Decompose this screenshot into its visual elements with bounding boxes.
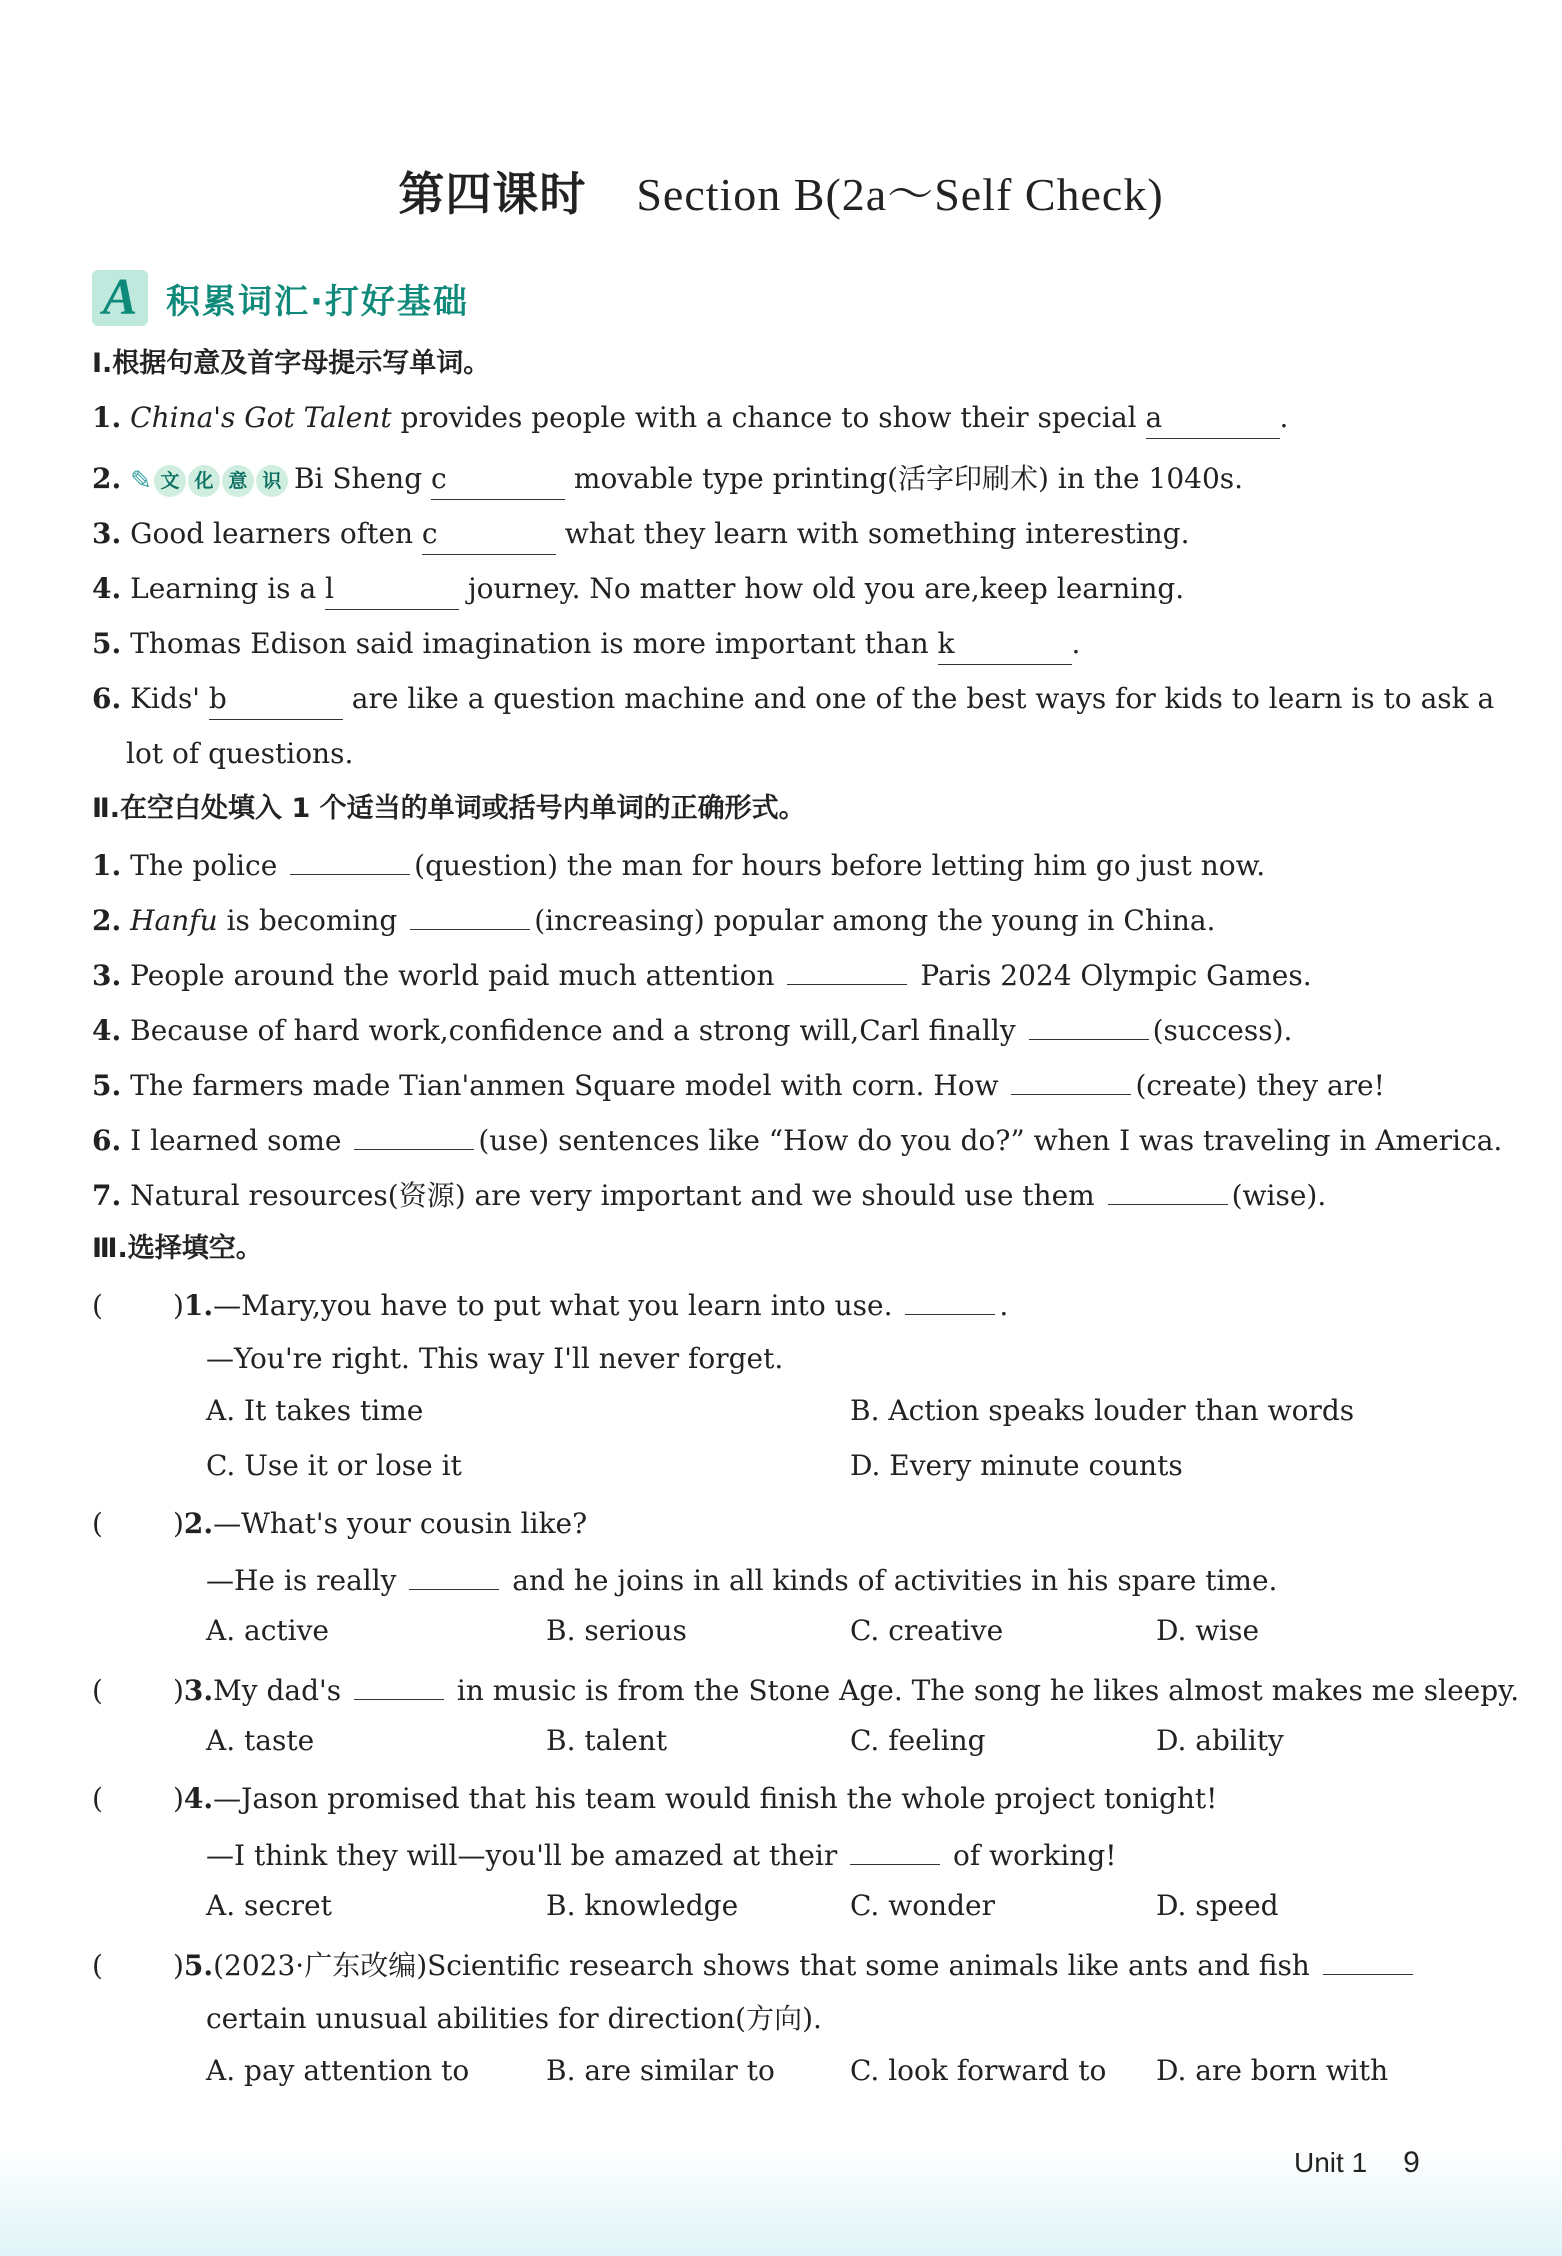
option-b[interactable]: B. Action speaks louder than words <box>850 1394 1355 1427</box>
part3-question-5-continued: certain unusual abilities for direction(方向). <box>206 2002 822 2035</box>
answer-blank[interactable] <box>905 1284 995 1315</box>
initial-letter: k <box>937 627 955 660</box>
item-number: 4. <box>92 572 122 605</box>
answer-paren-open: ( <box>92 1289 103 1322</box>
option-b[interactable]: B. talent <box>546 1724 668 1757</box>
initial-letter: c <box>421 517 438 550</box>
item-number: 2. <box>183 1507 214 1540</box>
answer-paren-close: ) <box>172 1674 184 1707</box>
item-number: 6. <box>92 1124 122 1157</box>
section-a-title: 积累词汇·打好基础 <box>166 281 469 322</box>
part2-item-6 <box>92 1119 1502 1161</box>
option-c[interactable]: C. Use it or lose it <box>206 1449 462 1482</box>
page-number: 9 <box>1403 2146 1420 2179</box>
answer-paren-close: ) <box>172 1289 184 1322</box>
option-b[interactable]: B. serious <box>546 1614 687 1647</box>
answer-blank[interactable] <box>1146 398 1280 439</box>
part1-heading: Ⅰ.根据句意及首字母提示写单词。 <box>92 348 491 379</box>
part3-question-4 <box>92 1779 1217 1819</box>
item-number: 1. <box>92 849 122 882</box>
option-a[interactable]: A. taste <box>206 1724 315 1757</box>
item-number: 2. <box>92 904 122 937</box>
part2-heading: Ⅱ.在空白处填入 1 个适当的单词或括号内单词的正确形式。 <box>92 793 806 824</box>
section-a-letter: A <box>92 270 148 326</box>
option-c[interactable]: C. wonder <box>850 1889 995 1922</box>
option-c[interactable]: C. creative <box>850 1614 1004 1647</box>
answer-blank[interactable] <box>938 624 1072 665</box>
item-number: 3. <box>92 959 122 992</box>
item-text-end: . <box>1279 401 1289 434</box>
part1-item-3 <box>92 514 1190 555</box>
question-text: (2023·广东改编)Scientific research shows that some animals like ants and fish <box>213 1949 1319 1982</box>
answer-blank[interactable] <box>409 1559 499 1590</box>
lesson-title <box>0 158 1562 224</box>
pencil-icon: ✎ <box>130 465 152 496</box>
initial-letter: l <box>325 572 335 605</box>
item-number: 1. <box>92 401 122 434</box>
initial-letter: b <box>208 682 227 715</box>
option-d[interactable]: D. Every minute counts <box>850 1449 1183 1482</box>
item-text: Because of hard work,confidence and a strong will,Carl finally <box>130 1014 1025 1047</box>
part1-item-6-continued: lot of questions. <box>126 737 354 770</box>
answer-blank[interactable] <box>354 1119 474 1150</box>
answer-blank[interactable] <box>1011 1064 1131 1095</box>
item-number: 3. <box>183 1674 214 1707</box>
option-d[interactable]: D. ability <box>1156 1724 1284 1757</box>
unit-label: Unit 1 <box>1294 2147 1368 2178</box>
badge-char: 识 <box>256 465 288 497</box>
option-a[interactable]: A. secret <box>206 1889 332 1922</box>
item-text-end: movable type printing(活字印刷术) in the 1040s. <box>565 462 1244 495</box>
item-text: Kids' <box>130 682 209 715</box>
answer-paren-close: ) <box>172 1782 184 1815</box>
item-number: 4. <box>183 1782 214 1815</box>
item-text: provides people with a chance to show their special <box>391 401 1146 434</box>
item-text-end: Paris 2024 Olympic Games. <box>911 959 1312 992</box>
lesson-title-en: Section B(2a～Self Check) <box>636 169 1164 220</box>
item-text: The police <box>130 849 287 882</box>
item-text-end: . <box>1071 627 1081 660</box>
item-text-end: (question) the man for hours before letting him go just now. <box>414 849 1266 882</box>
page-footer <box>1294 2146 1420 2180</box>
part3-question-2 <box>92 1504 587 1544</box>
item-text-end: journey. No matter how old you are,keep learning. <box>459 572 1185 605</box>
item-text: Learning is a <box>130 572 326 605</box>
question-text: —He is really <box>206 1564 406 1597</box>
question-text: —Jason promised that his team would finish the whole project tonight! <box>213 1782 1218 1815</box>
part2-item-5 <box>92 1064 1385 1106</box>
option-a[interactable]: A. pay attention to <box>206 2054 470 2087</box>
answer-blank[interactable] <box>410 899 530 930</box>
answer-blank[interactable] <box>290 844 410 875</box>
item-number: 5. <box>92 1069 122 1102</box>
option-b[interactable]: B. are similar to <box>546 2054 775 2087</box>
option-c[interactable]: C. feeling <box>850 1724 986 1757</box>
badge-char: 化 <box>188 465 220 497</box>
item-number: 4. <box>92 1014 122 1047</box>
part1-item-2 <box>92 459 1243 501</box>
part3-question-5 <box>92 1944 1417 1986</box>
item-text: Good learners often <box>130 517 422 550</box>
item-text-end: (wise). <box>1231 1179 1327 1212</box>
item-text: Thomas Edison said imagination is more important than <box>130 627 938 660</box>
question-text-end: in music is from the Stone Age. The song he likes almost makes me sleepy. <box>448 1674 1520 1707</box>
option-a[interactable]: A. It takes time <box>206 1394 424 1427</box>
item-text: People around the world paid much attention <box>130 959 784 992</box>
initial-letter: c <box>431 462 447 495</box>
item-number: 5. <box>92 627 122 660</box>
part1-item-4 <box>92 569 1184 610</box>
item-text: The farmers made Tian'anmen Square model with corn. How <box>130 1069 1008 1102</box>
answer-paren-close: ) <box>172 1949 184 1982</box>
item-number: 7. <box>92 1179 122 1212</box>
answer-blank[interactable] <box>850 1834 940 1865</box>
item-text-end: (create) they are! <box>1135 1069 1385 1102</box>
item-text-end: (use) sentences like “How do you do?” when I was traveling in America. <box>478 1124 1503 1157</box>
answer-blank[interactable] <box>422 514 556 555</box>
answer-paren-open: ( <box>92 1674 103 1707</box>
answer-paren-open: ( <box>92 1782 103 1815</box>
answer-blank[interactable] <box>1108 1174 1228 1205</box>
culture-badge <box>130 461 290 501</box>
part1-item-1 <box>92 398 1288 439</box>
answer-blank[interactable] <box>1029 1009 1149 1040</box>
part3-question-3 <box>92 1669 1519 1711</box>
item-text-end: (increasing) popular among the young in China. <box>534 904 1216 937</box>
part2-item-4 <box>92 1009 1292 1051</box>
item-text-end: are like a question machine and one of the best ways for kids to learn is to ask a <box>342 682 1495 715</box>
initial-letter: a <box>1145 401 1163 434</box>
question-text: My dad's <box>213 1674 351 1707</box>
part2-item-3 <box>92 954 1312 996</box>
item-number: 1. <box>183 1289 214 1322</box>
item-number: 5. <box>183 1949 214 1982</box>
answer-paren-open: ( <box>92 1949 103 1982</box>
option-c[interactable]: C. look forward to <box>850 2054 1107 2087</box>
item-text: Bi Sheng <box>293 462 432 495</box>
part1-item-6 <box>92 679 1494 720</box>
answer-paren-close: ) <box>172 1507 184 1540</box>
part3-question-1 <box>92 1284 1008 1326</box>
answer-blank[interactable] <box>431 459 565 500</box>
item-number: 3. <box>92 517 122 550</box>
question-text: —Mary,you have to put what you learn into use. <box>213 1289 902 1322</box>
option-d[interactable]: D. are born with <box>1156 2054 1389 2087</box>
item-text-end: (success). <box>1152 1014 1293 1047</box>
item-text: is becoming <box>217 904 407 937</box>
option-a[interactable]: A. active <box>206 1614 329 1647</box>
item-number: 6. <box>92 682 122 715</box>
option-d[interactable]: D. speed <box>1156 1889 1279 1922</box>
answer-blank[interactable] <box>209 679 343 720</box>
question-text: —I think they will—you'll be amazed at their <box>206 1839 847 1872</box>
part3-question-1-reply: —You're right. This way I'll never forget. <box>206 1342 784 1375</box>
part2-item-1 <box>92 844 1265 886</box>
item-text: I learned some <box>130 1124 351 1157</box>
option-b[interactable]: B. knowledge <box>546 1889 739 1922</box>
part3-question-4-reply <box>206 1834 1117 1876</box>
question-text: —What's your cousin like? <box>213 1507 588 1540</box>
section-a-header <box>92 268 469 328</box>
question-text-end: . <box>999 1289 1009 1322</box>
part1-item-5 <box>92 624 1080 665</box>
question-text-end: and he joins in all kinds of activities in his spare time. <box>503 1564 1278 1597</box>
answer-paren-open: ( <box>92 1507 103 1540</box>
answer-blank[interactable] <box>1323 1944 1413 1975</box>
lesson-title-cn: 第四课时 <box>398 167 587 221</box>
item-text-end: what they learn with something interesting. <box>555 517 1190 550</box>
hanfu-word: Hanfu <box>130 904 218 937</box>
item-text: Natural resources(资源) are very important and we should use them <box>130 1179 1104 1212</box>
question-text-end: of working! <box>944 1839 1117 1872</box>
badge-char: 意 <box>222 465 254 497</box>
part3-question-2-reply <box>206 1559 1277 1601</box>
badge-char: 文 <box>154 465 186 497</box>
part2-item-2 <box>92 899 1215 941</box>
part2-item-7 <box>92 1174 1326 1216</box>
item-number: 2. <box>92 462 122 495</box>
show-title: China's Got Talent <box>130 401 392 434</box>
part3-heading: Ⅲ.选择填空。 <box>92 1233 263 1264</box>
answer-blank[interactable] <box>787 954 907 985</box>
option-d[interactable]: D. wise <box>1156 1614 1260 1647</box>
answer-blank[interactable] <box>354 1669 444 1700</box>
answer-blank[interactable] <box>325 569 459 610</box>
